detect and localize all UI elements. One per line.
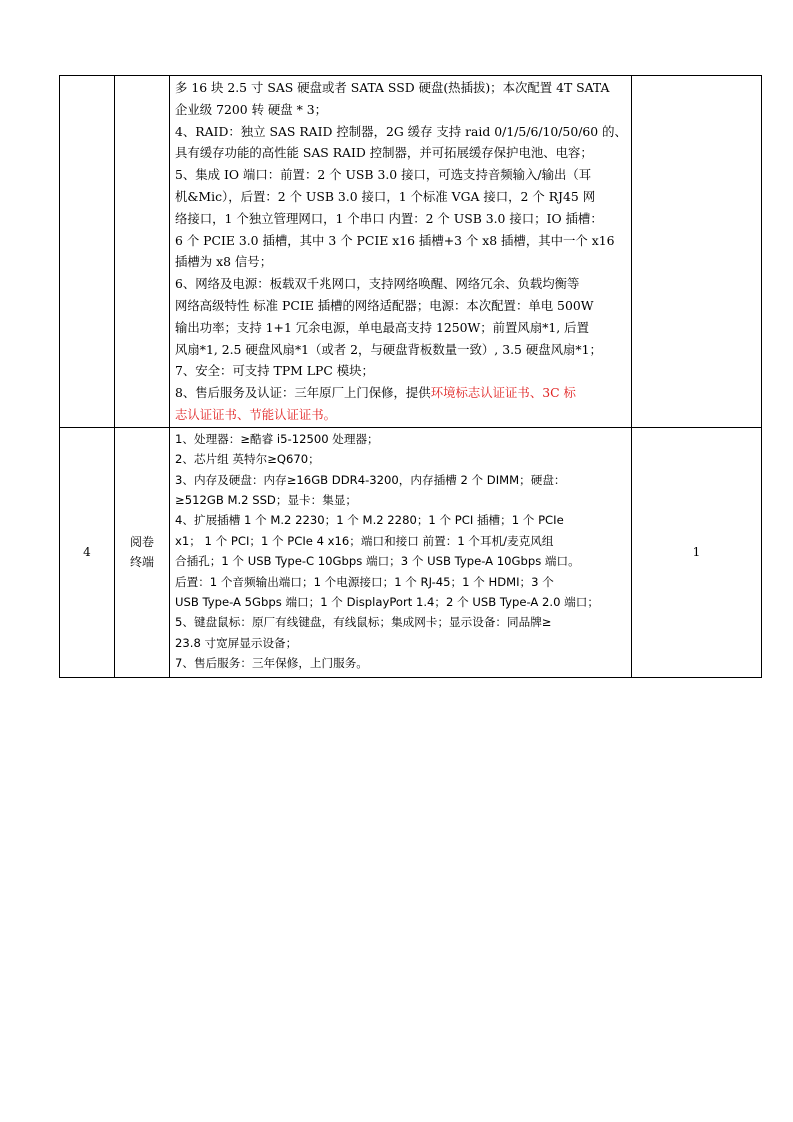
spec-cell — [170, 427, 632, 677]
spec-line: 23.8 寸宽屏显示设备； — [175, 635, 298, 650]
qty-cell — [632, 76, 762, 428]
spec-line: 4、扩展插槽 1 个 M.2 2230；1 个 M.2 2280；1 个 PCI 插槽；1 个 PCIe — [175, 513, 564, 528]
index-cell — [60, 76, 115, 428]
name-cell — [115, 427, 170, 677]
spec-line: 风扇*1, 2.5 硬盘风扇*1（或者 2，与硬盘背板数量一致）, 3.5 硬盘风扇*1； — [175, 341, 602, 357]
spec-line: 企业级 7200 转 硬盘 * 3； — [175, 101, 328, 117]
spec-line: 插槽为 x8 信号； — [175, 254, 273, 270]
spec-line: 7、安全：可支持 TPM LPC 模块； — [175, 363, 374, 379]
spec-line — [175, 382, 627, 404]
spec-line: 4、RAID：独立 SAS RAID 控制器，2G 缓存 支持 raid 0/1/5/6/10/50/60 的、 — [175, 123, 627, 139]
quantity: 1 — [692, 545, 701, 560]
spec-line: ≥512GB M.2 SSD；显卡：集显； — [175, 492, 358, 507]
spec-line: 输出功率；支持 1+1 冗余电源，单电最高支持 1250W；前置风扇*1, 后置 — [175, 319, 589, 335]
spec-line: 6 个 PCIE 3.0 插槽，其中 3 个 PCIE x16 插槽+3 个 x8 插槽，其中一个 x16 — [175, 232, 615, 248]
spec-line: 后置：1 个音频输出端口；1 个电源接口；1 个 RJ-45；1 个 HDMI；3 个 — [175, 574, 554, 589]
spec-line: 络接口，1 个独立管理网口，1 个串口 内置：2 个 USB 3.0 接口；IO 插槽： — [175, 210, 603, 226]
spec-cell — [170, 76, 632, 428]
spec-line: 5、集成 IO 端口：前置：2 个 USB 3.0 接口，可选支持音频输入/输出（耳 — [175, 167, 592, 183]
spec-line: 7、售后服务：三年保修，上门服务。 — [175, 656, 368, 671]
spec-text — [170, 76, 631, 427]
spec-line: 机&Mic），后置：2 个 USB 3.0 接口，1 个标准 VGA 接口，2 个 RJ45 网 — [175, 188, 596, 204]
spec-line: 5、键盘鼠标：原厂有线键盘，有线鼠标；集成网卡；显示设备：同品牌≥ — [175, 615, 552, 630]
spec-line: USB Type-A 5Gbps 端口；1 个 DisplayPort 1.4；2 个 USB Type-A 2.0 端口； — [175, 595, 599, 609]
item-name-line: 终端 — [129, 555, 154, 570]
spec-table — [59, 75, 762, 678]
table-row — [60, 427, 762, 677]
spec-line: 网络高级特性 标准 PCIE 插槽的网络适配器；电源：本次配置：单电 500W — [175, 297, 594, 313]
spec-line: 3、内存及硬盘：内存≥16GB DDR4-3200，内存插槽 2 个 DIMM；硬盘： — [175, 472, 566, 487]
spec-line: 6、网络及电源：板载双千兆网口，支持网络唤醒、网络冗余、负载均衡等 — [175, 276, 580, 292]
spec-line: 具有缓存功能的高性能 SAS RAID 控制器，并可拓展缓存保护电池、电容； — [175, 145, 593, 161]
spec-line-prefix: 8、售后服务及认证：三年原厂上门保修，提供 — [175, 385, 431, 401]
item-name-line: 阅卷 — [129, 535, 154, 550]
name-cell — [115, 76, 170, 428]
table-row — [60, 76, 762, 428]
index-cell — [60, 427, 115, 677]
spec-line: 1、处理器：≥酷睿 i5-12500 处理器； — [175, 431, 379, 446]
spec-text — [170, 428, 631, 675]
spec-line: 合插孔；1 个 USB Type-C 10Gbps 端口；3 个 USB Type-A 10Gbps 端口。 — [175, 554, 580, 569]
certification-highlight-2: 志认证证书、节能认证证书。 — [175, 406, 337, 422]
spec-line: x1； 1 个 PCI；1 个 PCIe 4 x16；端口和接口 前置：1 个耳机/麦克风组 — [175, 533, 554, 548]
row-index: 4 — [83, 545, 91, 560]
qty-cell — [632, 427, 762, 677]
spec-line: 2、芯片组 英特尔≥Q670； — [175, 452, 320, 467]
certification-highlight: 环境标志认证证书、3C 标 — [430, 385, 576, 401]
spec-line: 多 16 块 2.5 寸 SAS 硬盘或者 SATA SSD 硬盘(热插拔)；本次配置 4T SATA — [175, 80, 610, 95]
